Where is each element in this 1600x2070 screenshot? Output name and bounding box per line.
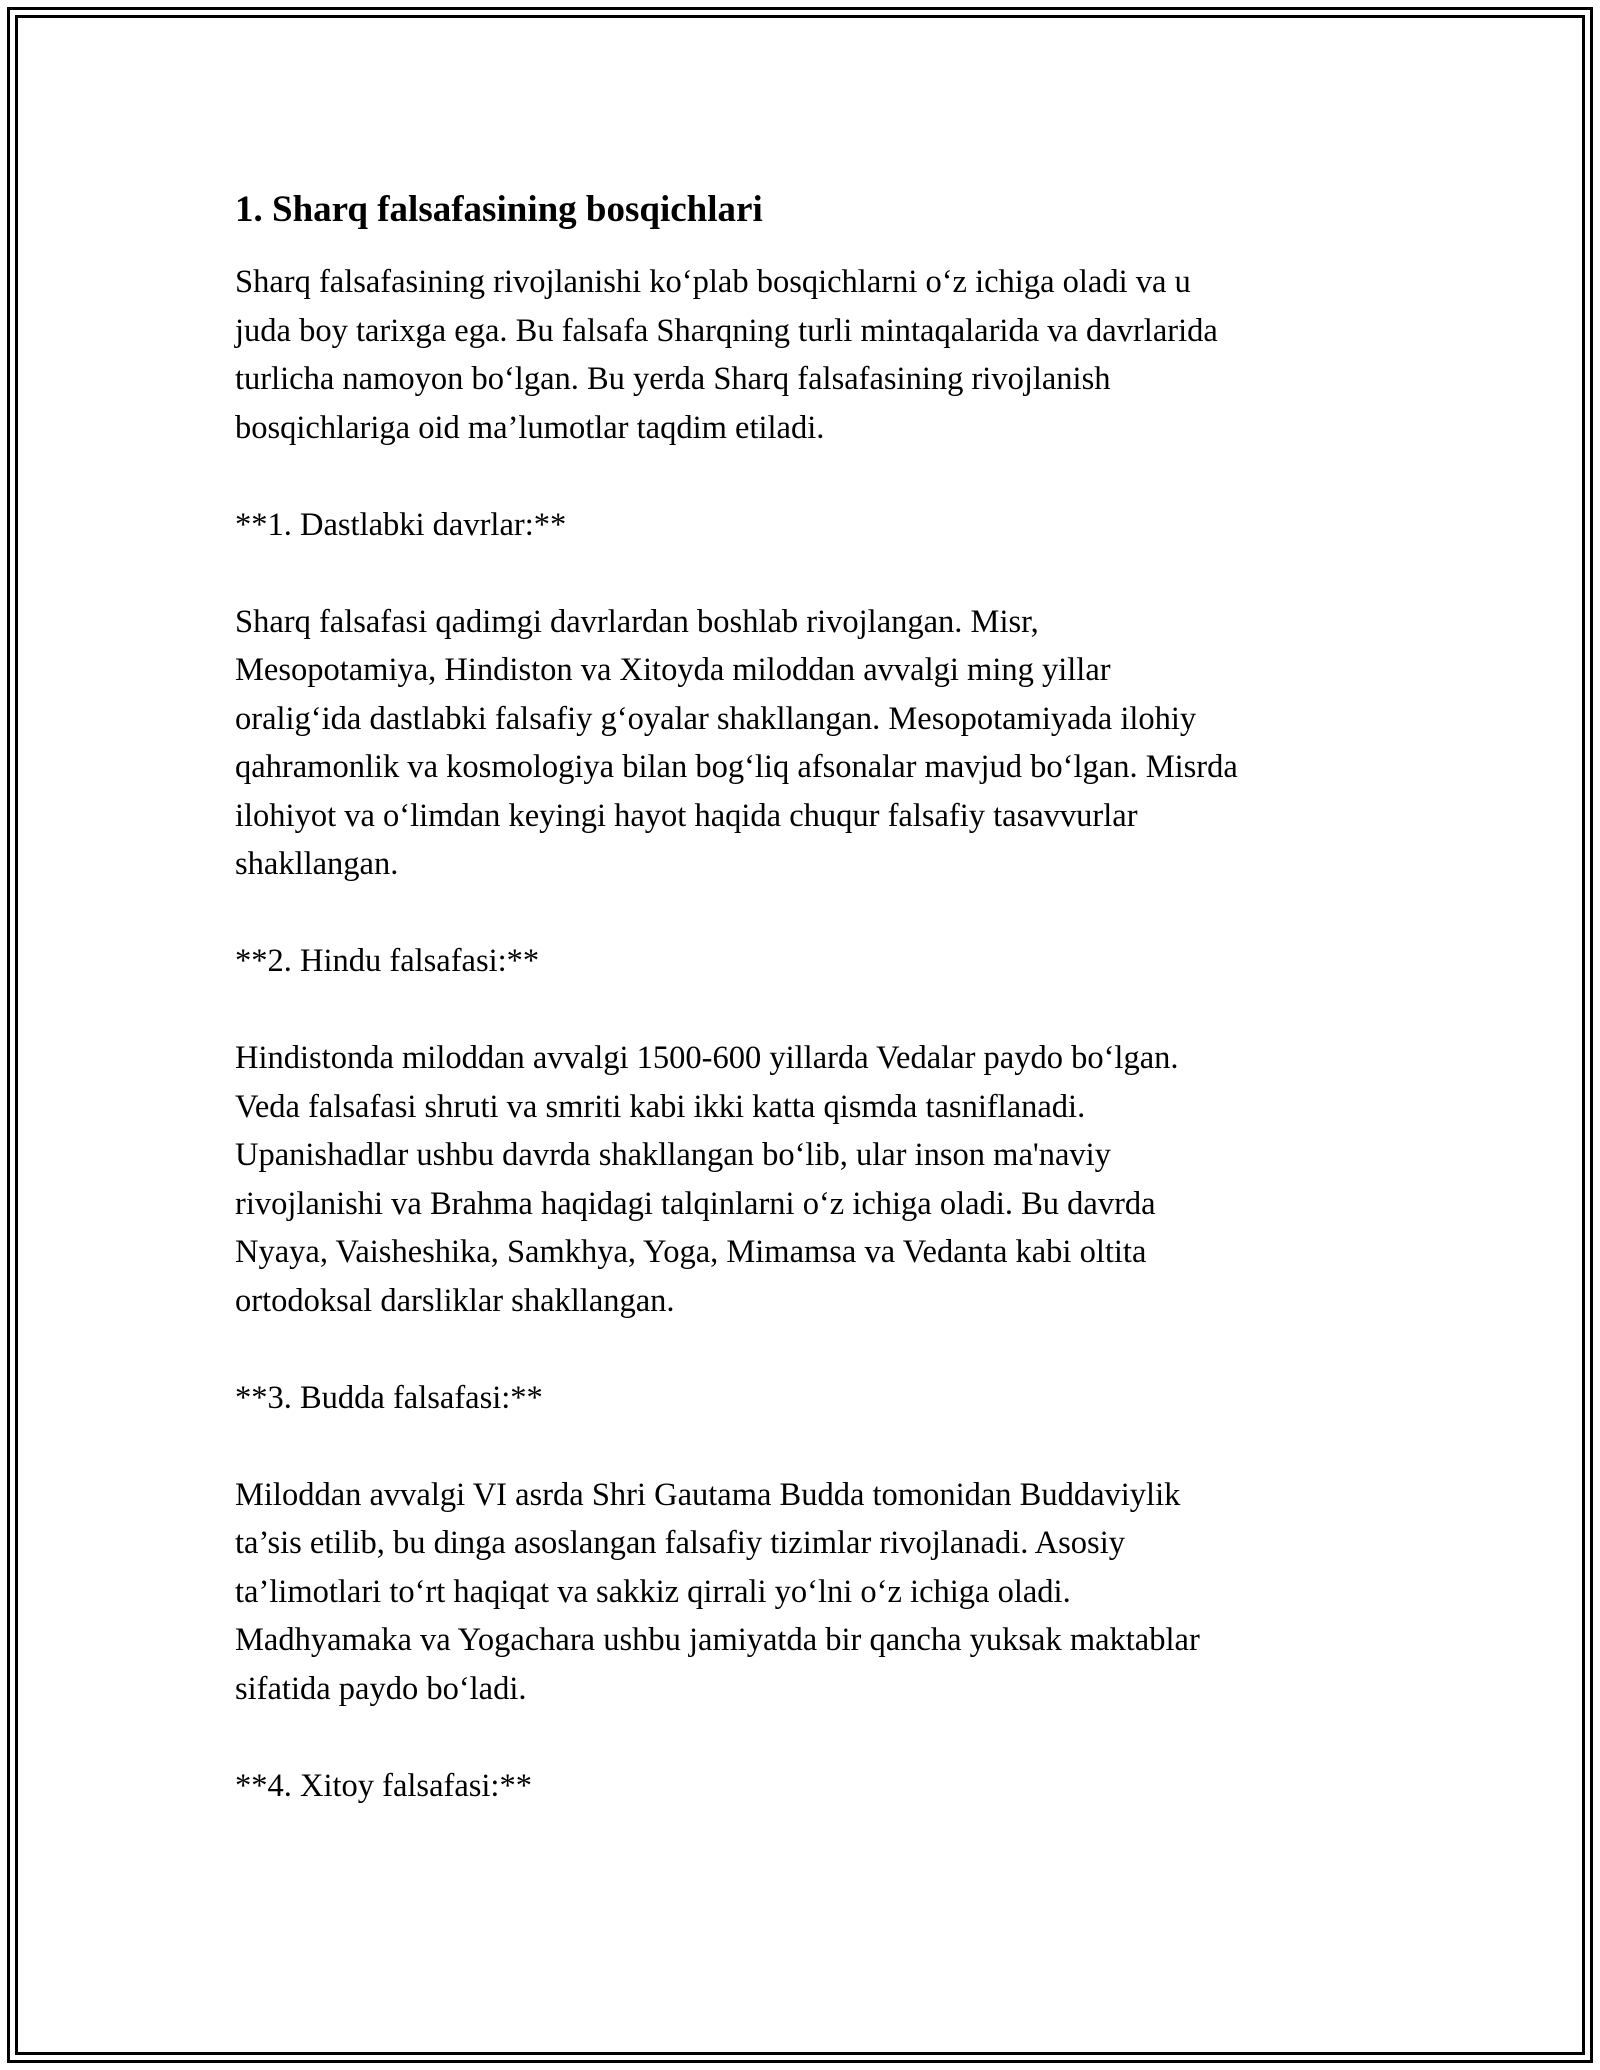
section-body-hindu-falsafasi: Hindistonda miloddan avvalgi 1500-600 yillarda Vedalar paydo bo‘lgan. Veda falsafasi shruti va smriti kabi ikki katta qismda tasniflanadi. Upanishadlar ushbu davrda shakllangan bo‘lib, ular inson ma'naviy rivojlanishi va Brahma haqidagi talqinlarni o‘z ichiga oladi. Bu davrda Nyaya, Vaisheshika, Samkhya, Yoga, Mimamsa va Vedanta kabi oltita ortodoksal darsliklar shakllangan. [235, 1040, 1179, 1319]
section-heading-budda-falsafasi: **3. Budda falsafasi:** [235, 1379, 543, 1416]
section-body-dastlabki-davrlar: Sharq falsafasi qadimgi davrlardan boshlab rivojlangan. Misr, Mesopotamiya, Hindiston va Xitoyda miloddan avvalgi ming yillar oralig‘ida dastlabki falsafiy g‘oyalar shakllangan. Mesopotamiyada ilohiy qahramonlik va kosmologiya bilan bog‘liq afsonalar mavjud bo‘lgan. Misrda ilohiyot va o‘limdan keyingi hayot haqida chuqur falsafiy tasavvurlar shakllangan. [235, 603, 1238, 882]
section-heading-hindu-falsafasi: **2. Hindu falsafasi:** [235, 943, 540, 979]
document-body [235, 186, 1385, 1859]
section-heading-xitoy-falsafasi: **4. Xitoy falsafasi:** [235, 1767, 532, 1804]
section-heading-dastlabki-davrlar: **1. Dastlabki davrlar:** [235, 506, 567, 543]
document-title: 1. Sharq falsafasining bosqichlari [235, 189, 763, 230]
section-body-budda-falsafasi: Miloddan avvalgi VI asrda Shri Gautama Budda tomonidan Buddaviylik ta’sis etilib, bu dinga asoslangan falsafiy tizimlar rivojlanadi. Asosiy ta’limotlari to‘rt haqiqat va sakkiz qirrali yo‘lni o‘z ichiga oladi. Madhyamaka va Yogachara ushbu jamiyatda bir qancha yuksak maktablar sifatida paydo bo‘ladi. [235, 1476, 1200, 1707]
intro-paragraph: Sharq falsafasining rivojlanishi ko‘plab bosqichlarni o‘z ichiga oladi va u juda boy tarixga ega. Bu falsafa Sharqning turli mintaqalarida va davrlarida turlicha namoyon bo‘lgan. Bu yerda Sharq falsafasining rivojlanish bosqichlariga oid ma’lumotlar taqdim etiladi. [235, 264, 1218, 446]
